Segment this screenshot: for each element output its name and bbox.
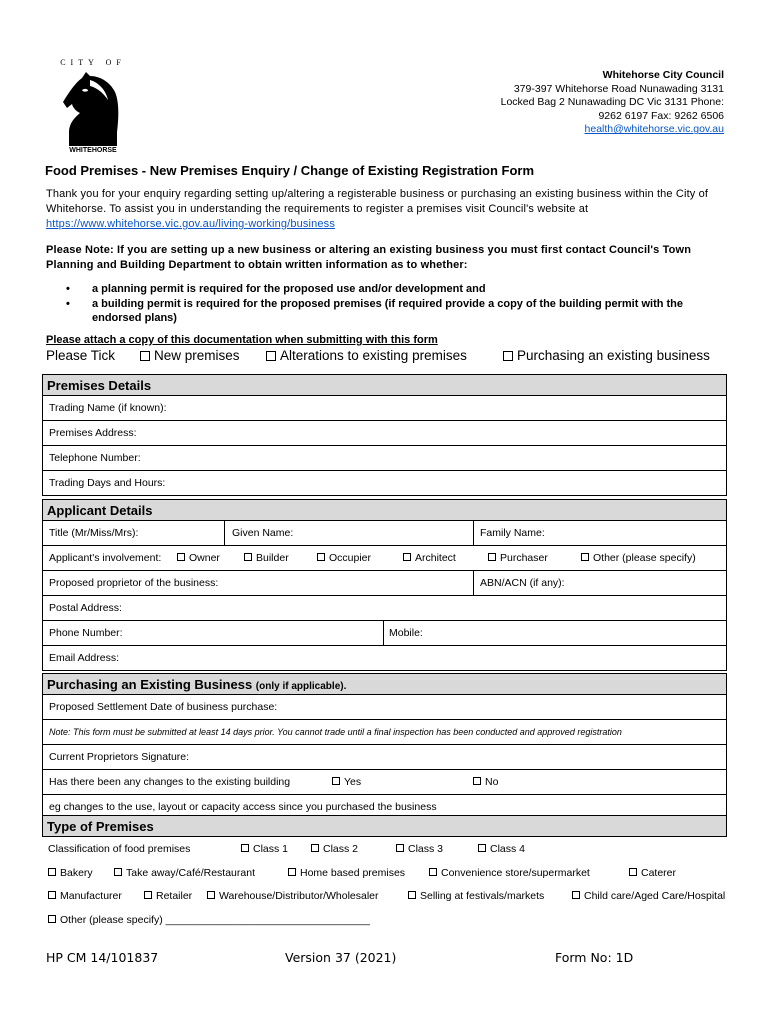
type-home-based[interactable]: Home based premises	[288, 867, 405, 879]
divider	[473, 571, 474, 595]
please-tick-row	[46, 348, 736, 366]
trading-name-label: Trading Name (if known):	[49, 402, 167, 414]
knight-chess-icon	[60, 68, 126, 146]
type-caterer[interactable]: Caterer	[629, 867, 676, 879]
checkbox-icon[interactable]	[244, 553, 252, 561]
trading-hours-label: Trading Days and Hours:	[49, 477, 166, 489]
premises-details-heading: Premises Details	[42, 374, 727, 396]
checkbox-icon[interactable]	[408, 891, 416, 899]
changes-yes[interactable]: Yes	[332, 776, 361, 788]
involvement-occupier[interactable]: Occupier	[317, 552, 371, 564]
premises-type-row-1	[42, 861, 727, 885]
trading-hours-row[interactable]	[42, 471, 727, 496]
attach-documentation-note: Please attach a copy of this documentation when submitting with this form	[46, 334, 438, 346]
settlement-row[interactable]	[42, 695, 727, 720]
council-phone-fax: 9262 6197 Fax: 9262 6506	[598, 109, 724, 122]
divider	[383, 621, 384, 645]
given-name-label: Given Name:	[232, 527, 294, 539]
changes-example: eg changes to the use, layout or capacity access since you purchased the business	[49, 801, 437, 813]
class-4-option[interactable]: Class 4	[478, 843, 525, 855]
checkbox-icon[interactable]	[114, 868, 122, 876]
abn-label: ABN/ACN (if any):	[480, 577, 565, 589]
applicant-details-heading: Applicant Details	[42, 499, 727, 521]
checkbox-icon[interactable]	[473, 777, 481, 785]
class-1-option[interactable]: Class 1	[241, 843, 288, 855]
logo-wordmark: WHITEHORSE	[69, 147, 117, 154]
checkbox-icon[interactable]	[241, 844, 249, 852]
involvement-purchaser[interactable]: Purchaser	[488, 552, 548, 564]
family-name-label: Family Name:	[480, 527, 545, 539]
signature-row[interactable]	[42, 745, 727, 770]
purchasing-heading-title: Purchasing an Existing Business	[47, 677, 253, 692]
council-name: Whitehorse City Council	[602, 69, 724, 81]
checkbox-icon[interactable]	[572, 891, 580, 899]
checkbox-icon[interactable]	[48, 891, 56, 899]
checkbox-icon[interactable]	[317, 553, 325, 561]
checkbox-icon[interactable]	[396, 844, 404, 852]
checkbox-icon[interactable]	[144, 891, 152, 899]
telephone-label: Telephone Number:	[49, 452, 141, 464]
footer-version: Version 37 (2021)	[285, 950, 397, 965]
involvement-owner[interactable]: Owner	[177, 552, 220, 564]
involvement-row	[42, 546, 727, 571]
type-takeaway[interactable]: Take away/Café/Restaurant	[114, 867, 255, 879]
purchase-note: Note: This form must be submitted at least 14 days prior. You cannot trade until a final inspection has been conducted and approved registration	[49, 727, 622, 737]
type-festivals[interactable]: Selling at festivals/markets	[408, 890, 544, 902]
changes-no[interactable]: No	[473, 776, 498, 788]
checkbox-icon[interactable]	[266, 351, 276, 361]
premises-address-label: Premises Address:	[49, 427, 137, 439]
tick-new-premises[interactable]: New premises	[140, 348, 240, 363]
checkbox-icon[interactable]	[629, 868, 637, 876]
email-row[interactable]	[42, 646, 727, 671]
signature-label: Current Proprietors Signature:	[49, 751, 190, 763]
bullet-planning-permit: • a planning permit is required for the proposed use and/or development and	[66, 282, 716, 297]
premises-type-row-2	[42, 884, 727, 908]
council-street-address: 379-397 Whitehorse Road Nunawading 3131	[513, 82, 724, 95]
business-website-link[interactable]: https://www.whitehorse.vic.gov.au/living-working/business	[46, 218, 335, 230]
footer-reference: HP CM 14/101837	[46, 950, 159, 965]
footer-form-number: Form No: 1D	[555, 950, 634, 965]
classification-row	[42, 837, 727, 861]
proprietor-label: Proposed proprietor of the business:	[49, 577, 219, 589]
type-manufacturer[interactable]: Manufacturer	[48, 890, 122, 902]
checkbox-icon[interactable]	[403, 553, 411, 561]
involvement-architect[interactable]: Architect	[403, 552, 456, 564]
class-2-option[interactable]: Class 2	[311, 843, 358, 855]
phone-label: Phone Number:	[49, 627, 123, 639]
changes-label: Has there been any changes to the existing building	[49, 776, 291, 788]
tick-alterations[interactable]: Alterations to existing premises	[266, 348, 467, 363]
checkbox-icon[interactable]	[288, 868, 296, 876]
telephone-row[interactable]	[42, 446, 727, 471]
postal-address-label: Postal Address:	[49, 602, 122, 614]
title-label: Title (Mr/Miss/Mrs):	[49, 527, 139, 539]
classification-label: Classification of food premises	[48, 843, 191, 855]
divider	[224, 521, 225, 545]
involvement-other[interactable]: Other (please specify)	[581, 552, 696, 564]
purchase-note-row	[42, 720, 727, 745]
checkbox-icon[interactable]	[311, 844, 319, 852]
mobile-label: Mobile:	[389, 627, 423, 639]
type-warehouse[interactable]: Warehouse/Distributor/Wholesaler	[207, 890, 379, 902]
purchasing-heading	[42, 673, 727, 695]
intro-paragraph	[46, 187, 726, 232]
checkbox-icon[interactable]	[488, 553, 496, 561]
checkbox-icon[interactable]	[503, 351, 513, 361]
premises-type-other-row	[42, 908, 727, 932]
proprietor-row[interactable]	[42, 571, 727, 596]
purchasing-heading-note: (only if applicable).	[255, 681, 347, 692]
logo-city-text: CITY OF	[60, 58, 126, 67]
name-row[interactable]	[42, 521, 727, 546]
postal-address-row[interactable]	[42, 596, 727, 621]
checkbox-icon[interactable]	[140, 351, 150, 361]
involvement-label: Applicant's involvement:	[49, 552, 162, 564]
trading-name-row[interactable]	[42, 396, 727, 421]
type-convenience-store[interactable]: Convenience store/supermarket	[429, 867, 590, 879]
please-note: Please Note: If you are setting up a new business or altering an existing business you must first contact Council's Town Planning and Building Department to obtain written information as to whether:	[46, 244, 692, 271]
checkbox-icon[interactable]	[207, 891, 215, 899]
phone-row[interactable]	[42, 621, 727, 646]
intro-text: Thank you for your enquiry regarding setting up/altering a registerable business or purchasing an existing business within the City of Whitehorse. To assist you in understanding the requirements to register a premises visit Council's website at	[46, 188, 709, 215]
checkbox-icon[interactable]	[581, 553, 589, 561]
involvement-builder[interactable]: Builder	[244, 552, 289, 564]
settlement-label: Proposed Settlement Date of business purchase:	[49, 701, 278, 713]
premises-address-row[interactable]	[42, 421, 727, 446]
checkbox-icon[interactable]	[48, 915, 56, 923]
type-child-care[interactable]: Child care/Aged Care/Hospital	[572, 890, 725, 902]
checkbox-icon[interactable]	[478, 844, 486, 852]
tick-purchasing[interactable]: Purchasing an existing business	[503, 348, 710, 363]
checkbox-icon[interactable]	[48, 868, 56, 876]
form-title: Food Premises - New Premises Enquiry / Change of Existing Registration Form	[42, 160, 727, 181]
email-label: Email Address:	[49, 652, 120, 664]
changes-row	[42, 770, 727, 795]
type-retailer[interactable]: Retailer	[144, 890, 192, 902]
checkbox-icon[interactable]	[429, 868, 437, 876]
please-tick-label: Please Tick	[46, 348, 116, 363]
bullet-building-permit: • a building permit is required for the proposed premises (if required provide a copy of the building permit with the endorsed plans)	[66, 297, 716, 326]
divider	[473, 521, 474, 545]
permit-bullet-list	[66, 282, 716, 326]
class-3-option[interactable]: Class 3	[396, 843, 443, 855]
type-of-premises-heading: Type of Premises	[42, 815, 727, 837]
council-address-block	[424, 69, 724, 137]
council-logo	[60, 58, 126, 156]
type-bakery[interactable]: Bakery	[48, 867, 93, 879]
checkbox-icon[interactable]	[177, 553, 185, 561]
council-postal-address: Locked Bag 2 Nunawading DC Vic 3131 Phone:	[500, 96, 724, 109]
type-other[interactable]: Other (please specify) ___________________________________	[48, 914, 370, 926]
checkbox-icon[interactable]	[332, 777, 340, 785]
council-email-link[interactable]: health@whitehorse.vic.gov.au	[584, 123, 724, 136]
